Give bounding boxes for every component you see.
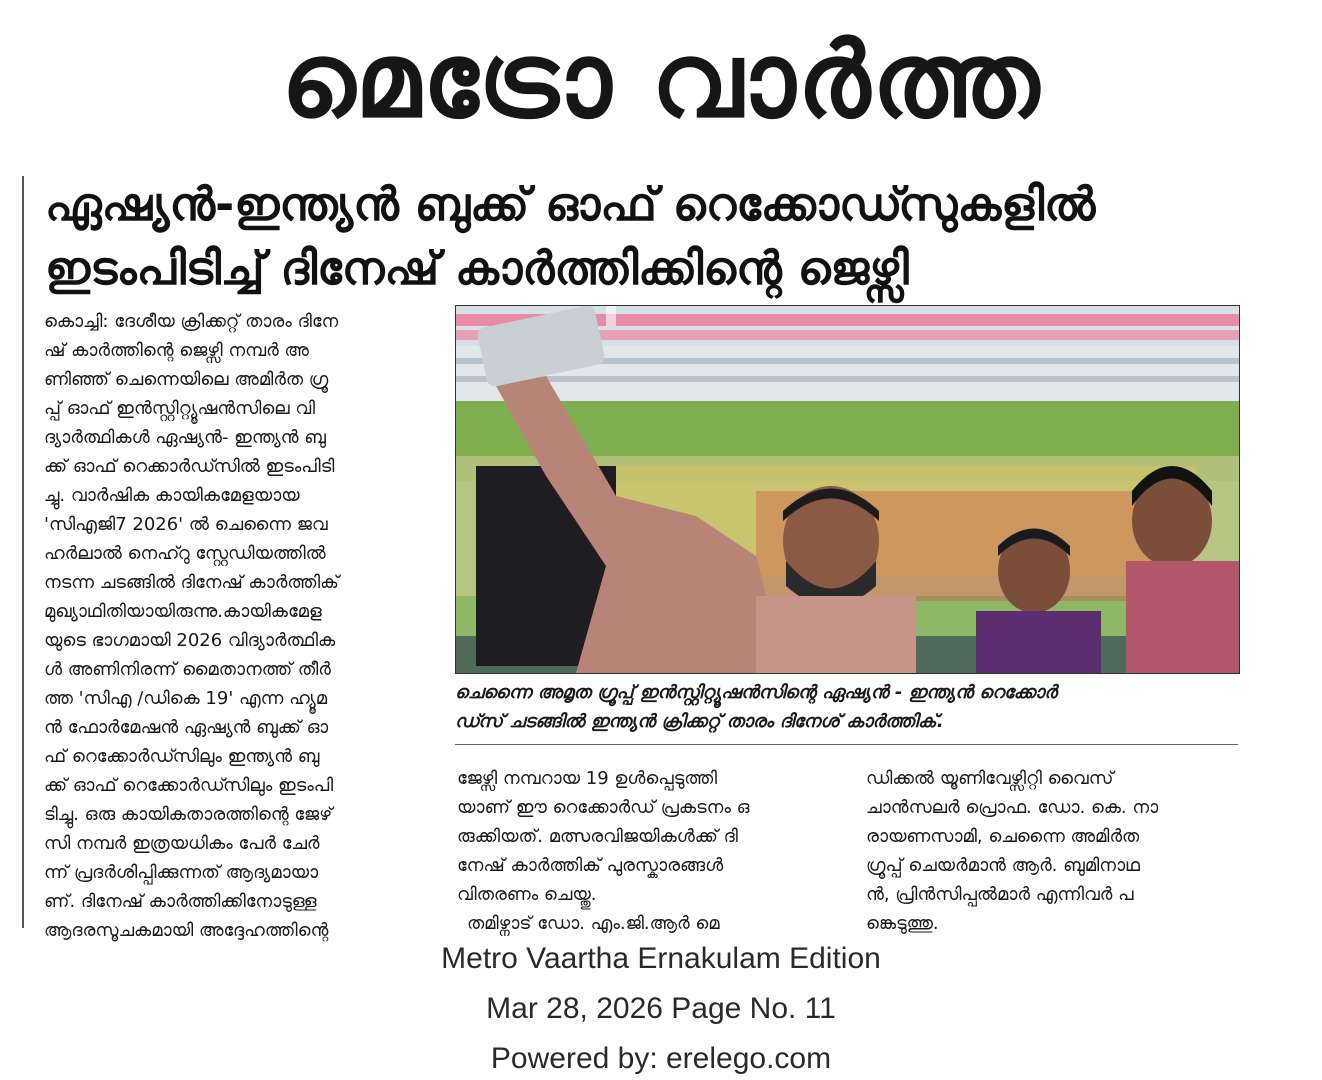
article-column-2 (457, 764, 827, 938)
text-line: യുടെ ഭാഗമായി 2026 വിദ്യാർത്ഥിക (44, 630, 336, 651)
text-line: ൻ, പ്രിൻസിപ്പൽമാർ എന്നിവർ പ (866, 884, 1134, 905)
text-line: ഡിക്കൽ യൂണിവേഴ്സിറ്റി വൈസ് (866, 768, 1114, 789)
text-line: ൾ അണിനിരന്ന് മൈതാനത്ത് തീർ (44, 659, 331, 680)
footer-edition: Metro Vaartha Ernakulam Edition (441, 942, 881, 975)
text-line: ണ്. ദിനേഷ് കാർത്തിക്കിനോടുള്ള (44, 891, 317, 912)
text-line: ഷ് കാർത്തിന്റെ ജെഴ്സി നമ്പർ അ (44, 340, 309, 361)
text-line: ജേഴ്സി നമ്പറായ 19 ഉൾപ്പെടുത്തി (457, 768, 718, 789)
text-line: നേഷ് കാർത്തിക് പുരസ്കാരങ്ങൾ (457, 855, 724, 876)
text-line: ണിഞ്ഞ് ചെന്നെയിലെ അമിർത ഗ്രൂ (44, 369, 329, 390)
caption-divider (455, 744, 1238, 745)
footer-powered-by: Powered by: erelego.com (490, 1042, 832, 1075)
caption-line: ചെന്നൈ അമൃത ഗ്രൂപ്പ് ഇൻസ്റ്റിറ്റ്യൂഷൻസിന്റെ ഏഷ്യൻ - ഇന്ത്യൻ റെക്കോർ (455, 682, 1057, 703)
text-line: മുഖ്യാഥിതിയായിരുന്നു.കായികമേള (44, 601, 322, 622)
text-line: ചാൻസലർ പ്രൊഫ. ഡോ. കെ. നാ (866, 797, 1159, 818)
text-line: ടിച്ചു. ഒരു കായികതാരത്തിന്റെ ജേഴ് (44, 804, 333, 825)
text-line: ൻ ഫോർമേഷൻ ഏഷ്യൻ ബുക്ക് ഓ (44, 717, 329, 738)
text-line: രുക്കിയത്. മത്സരവിജയികൾക്ക് ദി (457, 826, 738, 847)
text-line: രായണസാമി, ചെന്നൈ അമിർത (866, 826, 1140, 847)
text-line: നടന്ന ചടങ്ങിൽ ദിനേഷ് കാർത്തിക് (44, 572, 339, 593)
text-line: തമിഴ്നാട് ഡോ. എം.ജി.ആർ മെ (467, 913, 720, 934)
text-line: സി നമ്പർ ഇത്രയധികം പേർ ചേർ (44, 833, 320, 854)
text-line: ഫ് റെക്കോർഡ്സിലും ഇന്ത്യൻ ബു (44, 746, 320, 767)
headline-line-1: ഏഷ്യൻ-ഇന്ത്യൻ ബുക്ക് ഓഫ് റെക്കോഡ്സുകളിൽ (45, 177, 1096, 231)
text-line: ച്ചു. വാർഷിക കായികമേളയായ (44, 485, 300, 506)
photo-caption (455, 678, 1245, 736)
text-line: ക്ക് ഓഫ് റെക്കാർഡ്സിൽ ഇടംപിടി (44, 456, 335, 477)
text-line: യാണ് ഈ റെക്കോർഡ് പ്രകടനം ഒ (457, 797, 750, 818)
stadium-selfie-photo (456, 306, 1239, 673)
caption-line: ഡ്സ് ചടങ്ങിൽ ഇന്ത്യൻ ക്രിക്കറ്റ് താരം ദിനേശ് കാർത്തിക്. (455, 711, 944, 732)
masthead-title: മെട്രോ വാർത്ത (281, 19, 1041, 141)
article-column-3 (866, 764, 1236, 938)
text-line: 'സിഎജി7 2026' ൽ ചെന്നൈ ജവ (44, 514, 328, 535)
text-line: ഗ്രൂപ്പ് ചെയർമാൻ ആർ. ബുമിനാഥ (866, 855, 1140, 876)
article-column-1 (44, 307, 429, 945)
headline-line-2: ഇടംപിടിച്ച് ദിനേഷ് കാർത്തിക്കിന്റെ ജെഴ്സി (45, 241, 909, 295)
text-line: ത്ത 'സിഎ /ഡികെ 19' എന്ന ഹ്യൂമ (44, 688, 328, 709)
text-line: ങ്കെടുത്തു. (866, 913, 939, 934)
news-photo (455, 305, 1240, 674)
text-line: ദ്യാർത്ഥികൾ ഏഷ്യൻ- ഇന്ത്യൻ ബു (44, 427, 326, 448)
text-line: ഹർലാൽ നെഹ്റു സ്റ്റേഡിയത്തിൽ (44, 543, 326, 564)
headline (45, 172, 1255, 300)
footer-date-page: Mar 28, 2026 Page No. 11 (486, 992, 836, 1025)
text-line: ആദരസൂചകമായി അദ്ദേഹത്തിന്റെ (44, 920, 329, 941)
text-line: കൊച്ചി: ദേശീയ ക്രിക്കറ്റ് താരം ദിനേ (44, 311, 339, 332)
column-divider (22, 176, 24, 928)
text-line: വിതരണം ചെയ്തു. (457, 884, 597, 905)
text-line: ക്ക് ഓഫ് റെക്കോർഡ്സിലും ഇടംപി (44, 775, 334, 796)
text-line: പ്പ് ഓഫ് ഇൻസ്റ്റിറ്റ്യൂഷൻസിലെ വി (44, 398, 316, 419)
text-line: ന്ന് പ്രദർശിപ്പിക്കുന്നത് ആദ്യമായാ (44, 862, 319, 883)
